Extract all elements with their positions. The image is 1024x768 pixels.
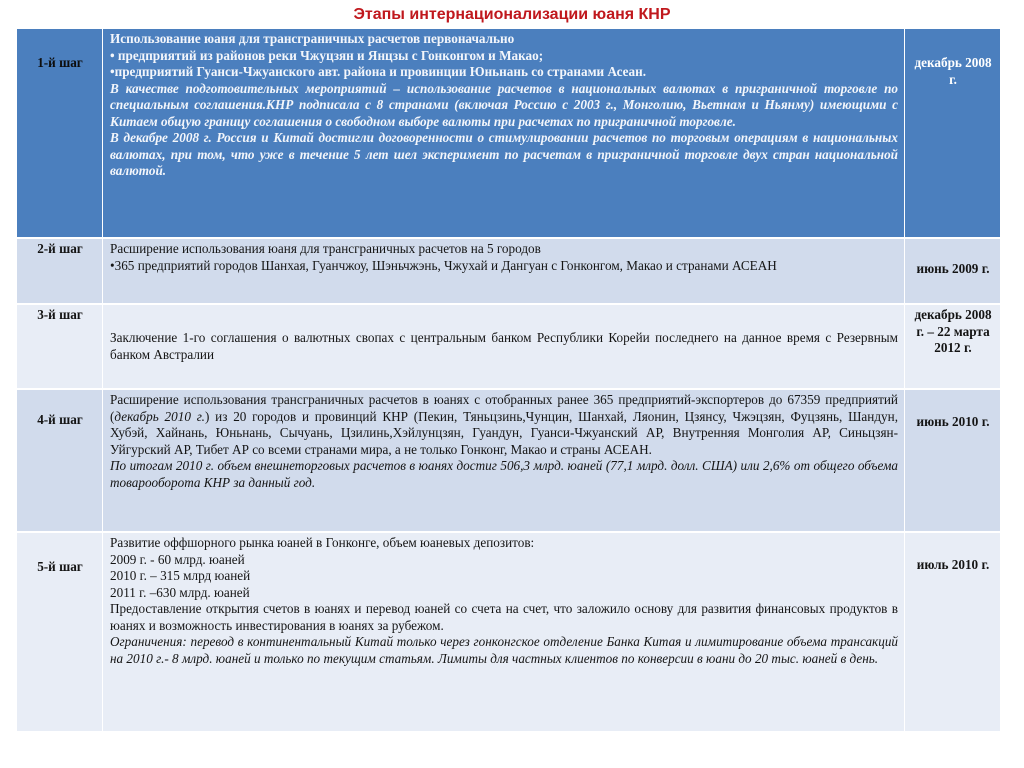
description-line: 2009 г. - 60 млрд. юаней (110, 551, 245, 567)
stages-table (17, 29, 1001, 733)
page-title: Этапы интернационализации юаня КНР (353, 6, 671, 23)
description-line: 2011 г. –630 млрд. юаней (110, 584, 250, 600)
description-line: Развитие оффшорного рынка юаней в Гонконге, объем юаневых депозитов: (110, 535, 535, 550)
table-row-step-2 (17, 239, 1001, 305)
table-row-step-1 (17, 29, 1001, 239)
step-label: 2-й шаг (17, 239, 103, 305)
description-text: ) из 20 городов и провинций КНР (Пекин, Тяньцзинь,Чунцин, Шанхай, Ляонин, Цзянсу, Чжэцзян, Фуцзянь, Шандун, Хубэй, Хайнань, Юньнань, Сычуань, Цзилинь,Хэйлунцзян, Гуандун, Гуанси-Чжуанский АР, Внутренняя Монголия АР, Синьцзян-Уйгурский АР, Тибет АР со всеми странами мира, а не только Гонконг, Макао и страны АСЕАН. (110, 408, 898, 457)
description-text: Расширение использования трансграничных расчетов в юанях с отобранных ранее 365 предприятий-экспортеров до 67359 предприятий ( (110, 392, 898, 424)
description-line: Предоставление открытия счетов в юанях и перевод юаней со счета на счет, что заложило основу для развития финансовых продуктов в юанях и возможность инвестирования в юанях за рубежом. (110, 601, 898, 633)
description-line: Заключение 1-го соглашения о валютных свопах с центральным банком Республики Корейи последнего на данное время с Резервным банком Австралии (110, 330, 898, 362)
step-label: 3-й шаг (17, 305, 103, 390)
table-row-step-3 (17, 305, 1001, 390)
description-bullet: • предприятий из районов реки Чжуцзян и Янцзы с Гонконгом и Макао; (110, 47, 544, 63)
description-bullet: •365 предприятий городов Шанхая, Гуанчжоу, Шэньчжэнь, Чжухай и Дангуан с Гонконгом, Макао и странами АСЕАН (110, 257, 777, 273)
description-note: Ограничения: перевод в континентальный Китай только через гонконгское отделение Банка Китая и лимитирование объема трансакций на 2010 г.- 8 млрд. юаней и только по текущим статьям. Лимиты для частных клиентов по конверсии в юани до 20 тыс. юаней в день. (110, 634, 898, 666)
description-line: 2010 г. – 315 млрд юаней (110, 568, 251, 583)
step-label: 4-й шаг (17, 390, 103, 533)
step-description (103, 533, 905, 733)
table-row-step-4 (17, 390, 1001, 533)
description-line: Использование юаня для трансграничных расчетов первоначально (110, 31, 515, 46)
step-description (103, 29, 905, 239)
step-date: декабрь 2008 г. – 22 марта 2012 г. (905, 305, 1001, 390)
description-line: Расширение использования юаня для трансграничных расчетов на 5 городов (110, 241, 541, 256)
step-date: декабрь 2008 г. (905, 29, 1001, 239)
description-line (110, 392, 898, 458)
step-label: 1-й шаг (17, 29, 103, 239)
description-note: В качестве подготовительных мероприятий – использование расчетов в национальных валютах в приграничной торговле по специальным соглашения.КНР подписала с 8 странами (включая Россию с 2003 г., Монголию, Вьетнам и Ньянму) имеющими с Китаем общую границу соглашения о свободном выборе валюты при расчетах по приграничной торговле. (110, 80, 898, 129)
table-row-step-5 (17, 533, 1001, 733)
description-note: По итогам 2010 г. объем внешнеторговых расчетов в юанях достиг 506,3 млрд. юаней (77,1 млрд. долл. США) или 2,6% от общего объема товарооборота КНР за данный год. (110, 458, 898, 490)
step-description (103, 390, 905, 533)
description-date: декабрь 2010 г. (114, 408, 205, 424)
step-description (103, 239, 905, 305)
step-label: 5-й шаг (17, 533, 103, 733)
step-date: июнь 2010 г. (905, 390, 1001, 533)
step-date: июль 2010 г. (905, 533, 1001, 733)
step-date: июнь 2009 г. (905, 239, 1001, 305)
description-bullet: •предприятий Гуанси-Чжуанского авт. района и провинции Юньнань со странами Асеан. (110, 64, 646, 79)
description-note: В декабре 2008 г. Россия и Китай достигли договоренности о стимулировании расчетов по торговым операциям в национальных валютах, при том, что уже в течение 5 лет шел эксперимент по расчетам в приграничной торговле двух стран национальной валютой. (110, 130, 898, 178)
step-description (103, 305, 905, 390)
